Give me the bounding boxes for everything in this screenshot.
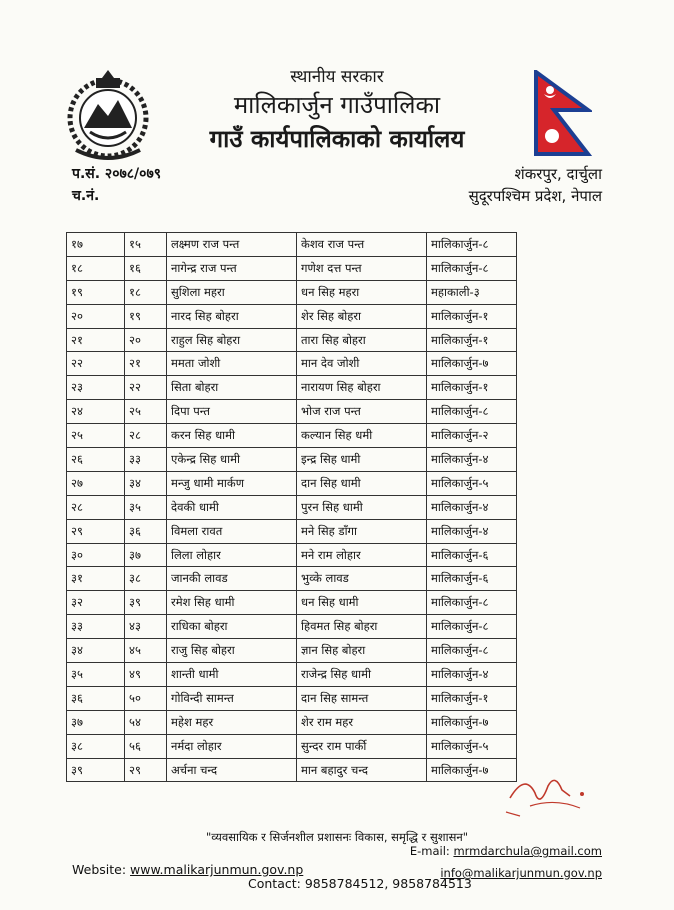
record-number: २५ bbox=[125, 400, 167, 424]
serial-number: २९ bbox=[67, 519, 125, 543]
table-row bbox=[67, 233, 517, 257]
serial-number: २५ bbox=[67, 424, 125, 448]
ward-address: मालिकार्जुन-८ bbox=[427, 233, 517, 257]
serial-number: २० bbox=[67, 304, 125, 328]
email-link-1[interactable]: mrmdarchula@gmail.com bbox=[453, 844, 602, 858]
header-line-office: गाउँ कार्यपालिकाको कार्यालय bbox=[209, 125, 465, 153]
serial-number: २८ bbox=[67, 495, 125, 519]
reference-number: प.सं. २०७८/०७९ bbox=[72, 166, 161, 182]
person-name: विमला रावत bbox=[167, 519, 297, 543]
record-number: ३४ bbox=[125, 471, 167, 495]
person-name: सुशिला महरा bbox=[167, 280, 297, 304]
record-number: ४५ bbox=[125, 639, 167, 663]
website-line bbox=[72, 862, 303, 877]
ward-address: मालिकार्जुन-८ bbox=[427, 591, 517, 615]
table-row bbox=[67, 376, 517, 400]
record-number: ३६ bbox=[125, 519, 167, 543]
person-name: शान्ती धामी bbox=[167, 663, 297, 687]
slogan: "व्यवसायिक र सिर्जनशील प्रशासनः विकास, समृद्धि र सुशासन" bbox=[205, 830, 469, 844]
serial-number: ३६ bbox=[67, 686, 125, 710]
table-row bbox=[67, 304, 517, 328]
ward-address: मालिकार्जुन-४ bbox=[427, 519, 517, 543]
person-name: लिला लोहार bbox=[167, 543, 297, 567]
table-row bbox=[67, 328, 517, 352]
beneficiary-table bbox=[66, 232, 517, 782]
parent-name: नारायण सिह बोहरा bbox=[297, 376, 427, 400]
person-name: अर्चना चन्द bbox=[167, 758, 297, 782]
record-number: ३९ bbox=[125, 591, 167, 615]
serial-number: ३९ bbox=[67, 758, 125, 782]
serial-number: ३३ bbox=[67, 615, 125, 639]
record-number: २२ bbox=[125, 376, 167, 400]
table-row bbox=[67, 543, 517, 567]
address-line-2: सुदूरपश्चिम प्रदेश, नेपाल bbox=[468, 187, 602, 205]
serial-number: ३४ bbox=[67, 639, 125, 663]
table-row bbox=[67, 495, 517, 519]
table-row bbox=[67, 639, 517, 663]
person-name: राधिका बोहरा bbox=[167, 615, 297, 639]
parent-name: भुव्के लावड bbox=[297, 567, 427, 591]
person-name: मन्जु धामी मार्कण bbox=[167, 471, 297, 495]
ward-address: मालिकार्जुन-७ bbox=[427, 710, 517, 734]
record-number: १९ bbox=[125, 304, 167, 328]
person-name: राजु सिह बोहरा bbox=[167, 639, 297, 663]
record-number: ५४ bbox=[125, 710, 167, 734]
serial-number: ३७ bbox=[67, 710, 125, 734]
parent-name: मान देव जोशी bbox=[297, 352, 427, 376]
record-number: २० bbox=[125, 328, 167, 352]
serial-number: २४ bbox=[67, 400, 125, 424]
table-row bbox=[67, 663, 517, 687]
parent-name: मने राम लोहार bbox=[297, 543, 427, 567]
record-number: ३८ bbox=[125, 567, 167, 591]
table-row bbox=[67, 400, 517, 424]
website-label: Website: bbox=[72, 862, 127, 877]
record-number: १६ bbox=[125, 256, 167, 280]
table-row bbox=[67, 567, 517, 591]
ward-address: मालिकार्जुन-१ bbox=[427, 328, 517, 352]
ward-address: मालिकार्जुन-४ bbox=[427, 448, 517, 472]
serial-number: २७ bbox=[67, 471, 125, 495]
ward-address: मालिकार्जुन-६ bbox=[427, 543, 517, 567]
ward-address: मालिकार्जुन-८ bbox=[427, 256, 517, 280]
person-name: ममता जोशी bbox=[167, 352, 297, 376]
ward-address: महाकाली-३ bbox=[427, 280, 517, 304]
parent-name: शेर राम महर bbox=[297, 710, 427, 734]
header-line-local-government: स्थानीय सरकार bbox=[290, 67, 384, 87]
table-row bbox=[67, 591, 517, 615]
ward-address: मालिकार्जुन-४ bbox=[427, 663, 517, 687]
record-number: ३३ bbox=[125, 448, 167, 472]
record-number: १८ bbox=[125, 280, 167, 304]
table-row bbox=[67, 519, 517, 543]
person-name: महेश महर bbox=[167, 710, 297, 734]
ward-address: मालिकार्जुन-४ bbox=[427, 495, 517, 519]
website-link[interactable]: www.malikarjunmun.gov.np bbox=[130, 862, 304, 877]
email-line bbox=[410, 844, 602, 858]
parent-name: धन सिह महरा bbox=[297, 280, 427, 304]
ward-address: मालिकार्जुन-६ bbox=[427, 567, 517, 591]
record-number: १५ bbox=[125, 233, 167, 257]
serial-number: २१ bbox=[67, 328, 125, 352]
person-name: एकेन्द्र सिह धामी bbox=[167, 448, 297, 472]
record-number: ३५ bbox=[125, 495, 167, 519]
serial-number: ३८ bbox=[67, 734, 125, 758]
serial-number: १९ bbox=[67, 280, 125, 304]
dispatch-number: च.नं. bbox=[72, 188, 100, 204]
header-line-municipality: मालिकार्जुन गाउँपालिका bbox=[233, 91, 441, 119]
table-row bbox=[67, 615, 517, 639]
parent-name: हिवमत सिह बोहरा bbox=[297, 615, 427, 639]
parent-name: पुरन सिह धामी bbox=[297, 495, 427, 519]
contact-phones: Contact: 9858784512, 9858784513 bbox=[248, 876, 472, 891]
record-number: २८ bbox=[125, 424, 167, 448]
serial-number: ३१ bbox=[67, 567, 125, 591]
parent-name: तारा सिह बोहरा bbox=[297, 328, 427, 352]
serial-number: १७ bbox=[67, 233, 125, 257]
person-name: दिपा पन्त bbox=[167, 400, 297, 424]
person-name: नर्मदा लोहार bbox=[167, 734, 297, 758]
serial-number: ३२ bbox=[67, 591, 125, 615]
parent-name: दान सिह धामी bbox=[297, 471, 427, 495]
parent-name: शेर सिह बोहरा bbox=[297, 304, 427, 328]
person-name: नागेन्द्र राज पन्त bbox=[167, 256, 297, 280]
table-row bbox=[67, 734, 517, 758]
serial-number: २२ bbox=[67, 352, 125, 376]
person-name: रमेश सिह धामी bbox=[167, 591, 297, 615]
ward-address: मालिकार्जुन-८ bbox=[427, 639, 517, 663]
ward-address: मालिकार्जुन-१ bbox=[427, 686, 517, 710]
ward-address: मालिकार्जुन-१ bbox=[427, 376, 517, 400]
table-row bbox=[67, 758, 517, 782]
record-number: ४३ bbox=[125, 615, 167, 639]
ward-address: मालिकार्जुन-७ bbox=[427, 758, 517, 782]
serial-number: २६ bbox=[67, 448, 125, 472]
person-name: नारद सिह बोहरा bbox=[167, 304, 297, 328]
address-line-1: शंकरपुर, दार्चुला bbox=[514, 165, 602, 183]
parent-name: सुन्दर राम पार्की bbox=[297, 734, 427, 758]
person-name: गोविन्दी सामन्त bbox=[167, 686, 297, 710]
person-name: राहुल सिह बोहरा bbox=[167, 328, 297, 352]
serial-number: ३० bbox=[67, 543, 125, 567]
record-number: ३७ bbox=[125, 543, 167, 567]
person-name: जानकी लावड bbox=[167, 567, 297, 591]
serial-number: २३ bbox=[67, 376, 125, 400]
email-link-2[interactable]: info@malikarjunmun.gov.np bbox=[440, 866, 602, 880]
serial-number: १८ bbox=[67, 256, 125, 280]
record-number: ४९ bbox=[125, 663, 167, 687]
parent-name: मने सिह डाँगा bbox=[297, 519, 427, 543]
table-row bbox=[67, 352, 517, 376]
ward-address: मालिकार्जुन-५ bbox=[427, 471, 517, 495]
record-number: २९ bbox=[125, 758, 167, 782]
record-number: २१ bbox=[125, 352, 167, 376]
parent-name: ज्ञान सिह बोहरा bbox=[297, 639, 427, 663]
parent-name: केशव राज पन्त bbox=[297, 233, 427, 257]
table-row bbox=[67, 256, 517, 280]
serial-number: ३५ bbox=[67, 663, 125, 687]
parent-name: दान सिह सामन्त bbox=[297, 686, 427, 710]
record-number: ५० bbox=[125, 686, 167, 710]
ward-address: मालिकार्जुन-५ bbox=[427, 734, 517, 758]
person-name: देवकी धामी bbox=[167, 495, 297, 519]
signature-stamp bbox=[500, 768, 600, 818]
table-row bbox=[67, 710, 517, 734]
person-name: लक्ष्मण राज पन्त bbox=[167, 233, 297, 257]
record-number: ५६ bbox=[125, 734, 167, 758]
email-label: E-mail: bbox=[409, 844, 450, 858]
parent-name: कल्यान सिह धमी bbox=[297, 424, 427, 448]
parent-name: इन्द्र सिह धामी bbox=[297, 448, 427, 472]
ward-address: मालिकार्जुन-८ bbox=[427, 615, 517, 639]
person-name: करन सिह धामी bbox=[167, 424, 297, 448]
person-name: सिता बोहरा bbox=[167, 376, 297, 400]
table-row bbox=[67, 448, 517, 472]
table-row bbox=[67, 471, 517, 495]
ward-address: मालिकार्जुन-७ bbox=[427, 352, 517, 376]
ward-address: मालिकार्जुन-१ bbox=[427, 304, 517, 328]
table-row bbox=[67, 424, 517, 448]
ward-address: मालिकार्जुन-८ bbox=[427, 400, 517, 424]
parent-name: मान बहादुर चन्द bbox=[297, 758, 427, 782]
parent-name: राजेन्द्र सिह धामी bbox=[297, 663, 427, 687]
table-row bbox=[67, 280, 517, 304]
parent-name: गणेश दत्त पन्त bbox=[297, 256, 427, 280]
parent-name: भोज राज पन्त bbox=[297, 400, 427, 424]
table-row bbox=[67, 686, 517, 710]
ward-address: मालिकार्जुन-२ bbox=[427, 424, 517, 448]
parent-name: धन सिह धामी bbox=[297, 591, 427, 615]
